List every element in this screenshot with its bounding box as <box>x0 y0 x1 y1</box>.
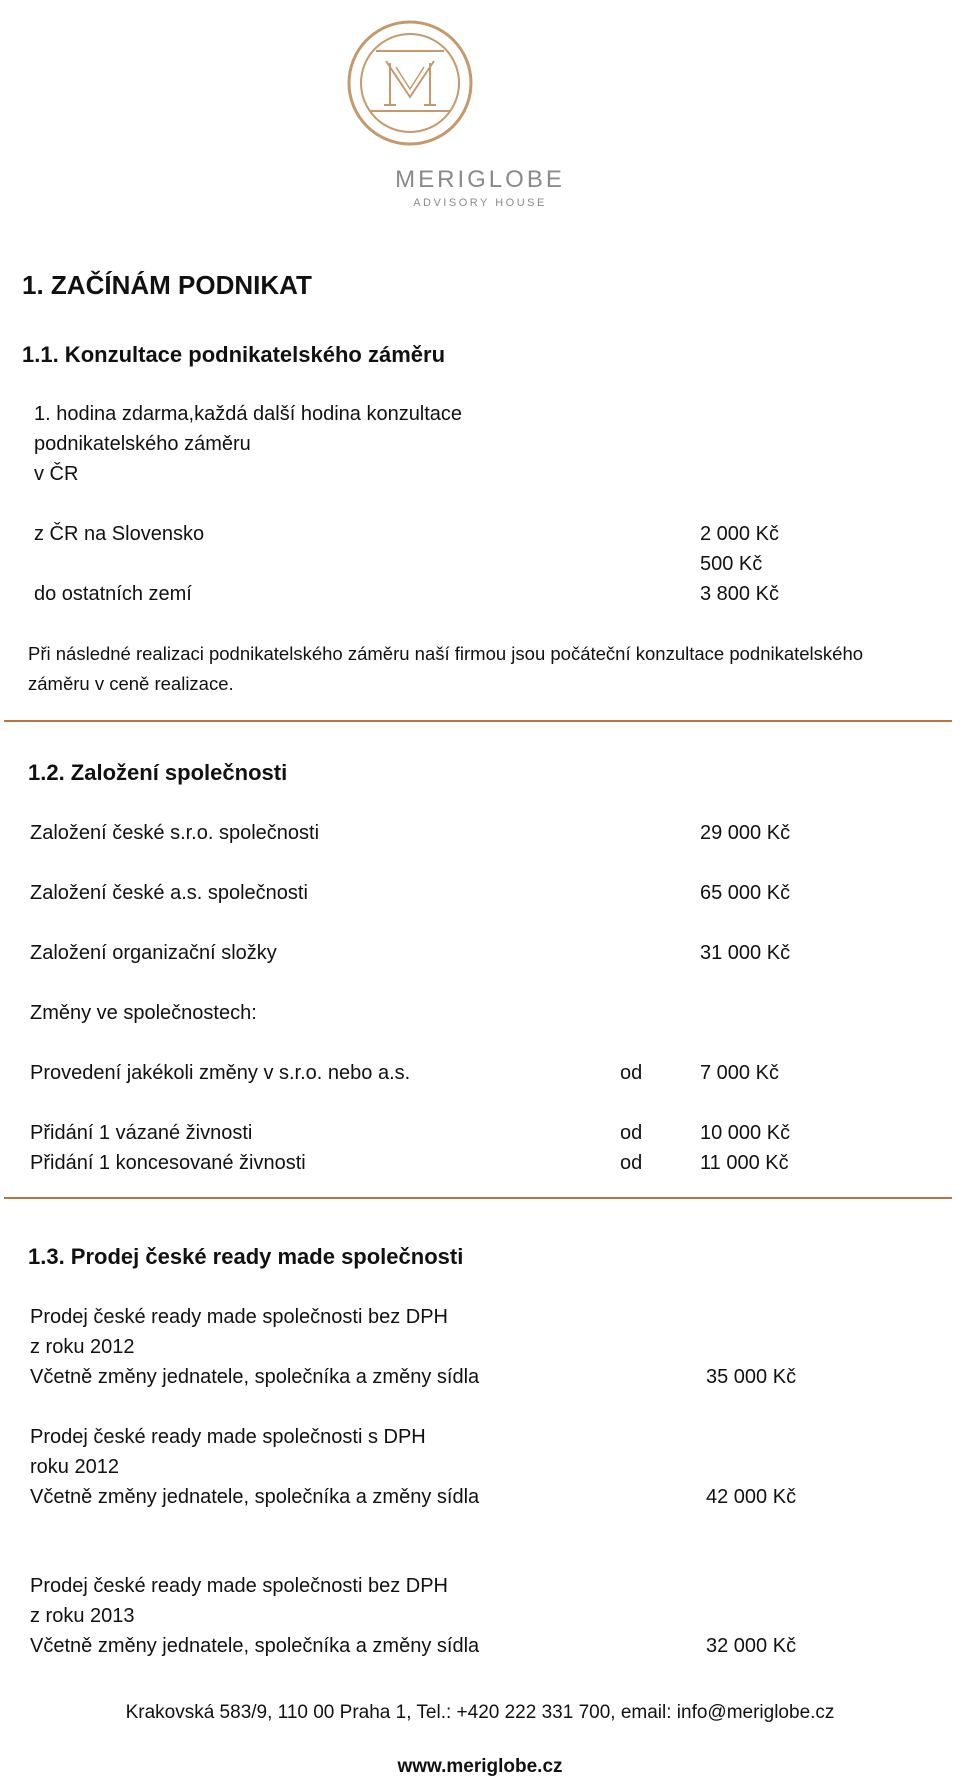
intro-line: 1. hodina zdarma,každá další hodina konzultace <box>34 403 463 425</box>
row-label: Založení organizační složky <box>30 942 277 964</box>
row-label: do ostatních zemí <box>34 583 192 605</box>
ready-made-price: 35 000 Kč <box>706 1366 797 1388</box>
brand-name: MERIGLOBE <box>395 166 565 193</box>
footer-address: Krakovská 583/9, 110 00 Praha 1, Tel.: +420 222 331 700, email: info@meriglobe.cz <box>125 1702 835 1723</box>
ready-made-line: Prodej české ready made společnosti bez DPH <box>30 1306 448 1328</box>
row-price: 31 000 Kč <box>700 942 791 964</box>
ready-made-price: 32 000 Kč <box>706 1635 797 1657</box>
row-price: 29 000 Kč <box>700 822 791 844</box>
subsection-heading-1-3: 1.3. Prodej české ready made společnosti <box>28 1244 464 1269</box>
changes-title: Změny ve společnostech: <box>30 1002 257 1024</box>
change-price: 7 000 Kč <box>700 1062 779 1084</box>
note-line: Při následné realizaci podnikatelského záměru naší firmou jsou počáteční konzultace podnikatelského <box>28 643 864 664</box>
change-price: 11 000 Kč <box>700 1152 789 1174</box>
footer-website[interactable]: www.meriglobe.cz <box>397 1756 563 1777</box>
change-from: od <box>620 1062 643 1084</box>
ready-made-line: Včetně změny jednatele, společníka a změny sídla <box>30 1635 480 1657</box>
change-label: Přidání 1 koncesované živnosti <box>30 1152 306 1174</box>
row-price: 2 000 Kč <box>700 523 779 545</box>
brand-tagline: ADVISORY HOUSE <box>413 197 547 209</box>
ready-made-line: z roku 2012 <box>30 1336 135 1358</box>
note-line: záměru v ceně realizace. <box>28 673 234 694</box>
subsection-heading-1-2: 1.2. Založení společnosti <box>28 760 288 785</box>
ready-made-line: Prodej české ready made společnosti bez DPH <box>30 1575 448 1597</box>
change-from: od <box>620 1152 643 1174</box>
row-label: Založení české a.s. společnosti <box>30 882 308 904</box>
row-price: 3 800 Kč <box>700 583 779 605</box>
section-heading: 1. ZAČÍNÁM PODNIKAT <box>22 270 312 300</box>
change-price: 10 000 Kč <box>700 1122 791 1144</box>
row-label: z ČR na Slovensko <box>34 523 205 545</box>
ready-made-line: Včetně změny jednatele, společníka a změny sídla <box>30 1486 480 1508</box>
change-label: Přidání 1 vázané živnosti <box>30 1122 253 1144</box>
meriglobe-logo-icon <box>346 19 474 152</box>
change-label: Provedení jakékoli změny v s.r.o. nebo a.s. <box>30 1062 411 1084</box>
ready-made-line: roku 2012 <box>30 1456 119 1478</box>
intro-line: podnikatelského záměru <box>34 433 251 455</box>
change-from: od <box>620 1122 643 1144</box>
intro-line: v ČR <box>34 463 79 485</box>
ready-made-price: 42 000 Kč <box>706 1486 797 1508</box>
ready-made-line: z roku 2013 <box>30 1605 135 1627</box>
ready-made-line: Včetně změny jednatele, společníka a změny sídla <box>30 1366 480 1388</box>
divider <box>4 1197 952 1199</box>
ready-made-line: Prodej české ready made společnosti s DPH <box>30 1426 426 1448</box>
row-label: Založení české s.r.o. společnosti <box>30 822 320 844</box>
divider <box>4 720 952 722</box>
row-price: 65 000 Kč <box>700 882 791 904</box>
row-price: 500 Kč <box>700 553 763 575</box>
subsection-heading-1-1: 1.1. Konzultace podnikatelského záměru <box>22 342 446 367</box>
